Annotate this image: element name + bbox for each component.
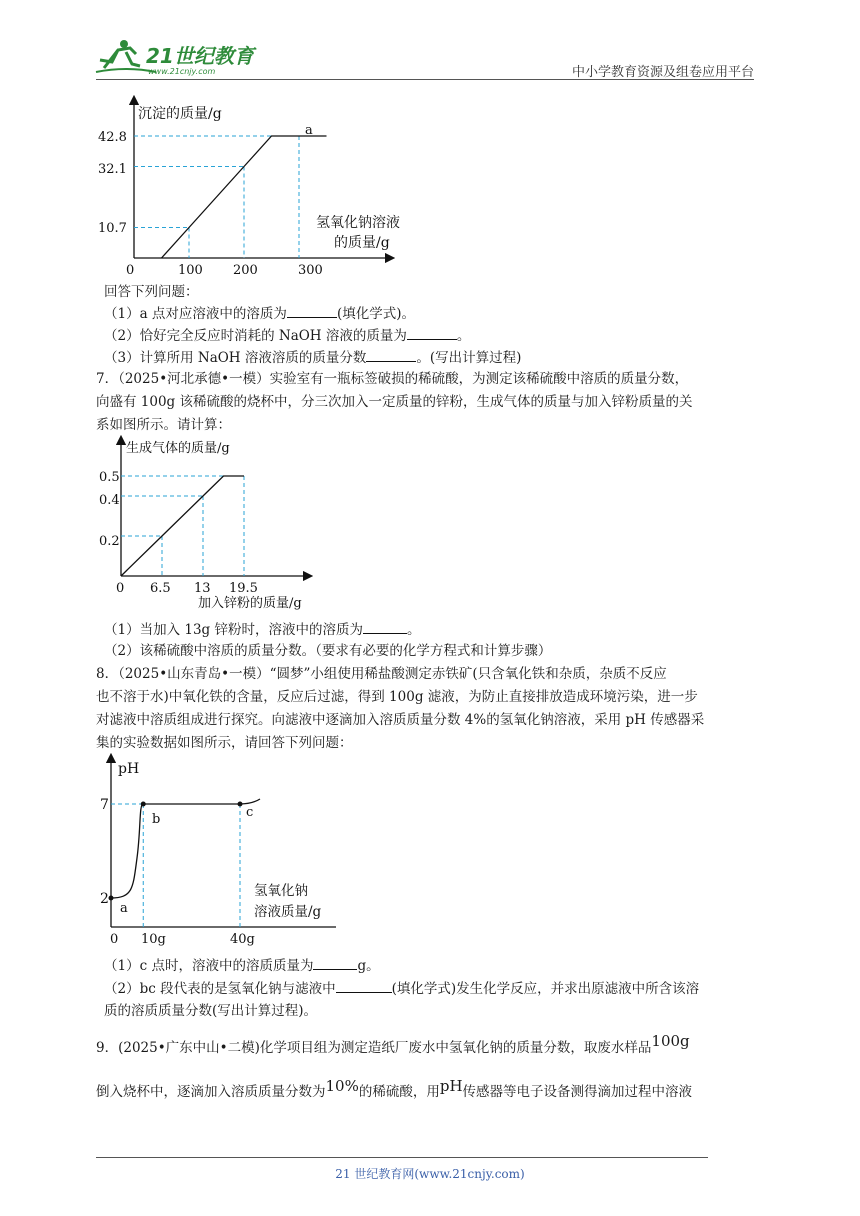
x-tick-label: 40g xyxy=(230,932,255,947)
q6-intro: 回答下列问题： xyxy=(104,284,199,300)
site-logo xyxy=(96,38,266,78)
point-label-a: a xyxy=(305,123,313,138)
answer-blank[interactable] xyxy=(366,348,416,362)
q6-part2 xyxy=(104,326,470,345)
q9-acid-percent: 10% xyxy=(325,1077,359,1095)
q9-line2-text: 倒入烧杯中，逐滴加入溶质质量分数为 xyxy=(96,1084,326,1100)
x-axis-label-line2: 溶液质量/g xyxy=(254,904,322,920)
y-tick-label: 0.2 xyxy=(99,534,120,549)
point-label-a: a xyxy=(120,901,128,916)
q6-part3-text: （3）计算所用 NaOH 溶液溶质的质量分数 xyxy=(104,350,367,366)
x-tick-label: 0 xyxy=(116,581,125,596)
y-tick-label: 2 xyxy=(100,891,109,907)
x-tick-label: 200 xyxy=(233,263,258,278)
x-axis-label-line2: 的质量/g xyxy=(334,235,390,251)
point-label-b: b xyxy=(152,812,161,827)
q6-part3-suffix: 。(写出计算过程) xyxy=(416,350,522,366)
ph-curve xyxy=(111,799,260,898)
figure-gas-chart xyxy=(96,436,336,620)
q6-part2-text: （2）恰好完全反应时消耗的 NaOH 溶液的质量为 xyxy=(104,328,407,344)
header-platform-name: 中小学教育资源及组卷应用平台 xyxy=(571,65,754,80)
q7-line2: 向盛有 100g 该稀硫酸的烧杯中，分三次加入一定质量的锌粉，生成气体的质量与加入锌粉质量的关 xyxy=(96,394,693,410)
q8-part2-text: （2）bc 段代表的是氢氧化钠与滤液中 xyxy=(104,981,336,997)
data-point-a xyxy=(109,896,114,901)
q9-sample-mass: 100g xyxy=(651,1032,690,1050)
y-tick-label: 42.8 xyxy=(98,130,127,145)
figure-precipitate-chart xyxy=(98,94,428,288)
x-tick-label: 0 xyxy=(126,263,135,278)
q9-line1 xyxy=(96,1032,690,1057)
logo-text: 21世纪教育 xyxy=(146,44,254,68)
y-tick-label: 0.5 xyxy=(99,470,120,485)
q7-part2: （2）该稀硫酸中溶质的质量分数。（要求有必要的化学方程式和计算步骤） xyxy=(104,643,552,659)
y-axis-label: 生成气体的质量/g xyxy=(126,441,230,456)
q9-ph-term: pH xyxy=(439,1077,463,1095)
y-tick-label: 0.4 xyxy=(99,493,120,508)
q9-line2 xyxy=(96,1077,693,1101)
answer-blank[interactable] xyxy=(407,326,457,340)
q6-part1-text: （1）a 点对应溶液中的溶质为 xyxy=(104,306,287,322)
q7-line3: 系如图所示。请计算： xyxy=(96,417,231,433)
q8-line1: 8．（2025•山东青岛•一模）“圆梦”小组使用稀盐酸测定赤铁矿(只含氧化铁和杂质，杂质不反应 xyxy=(96,666,667,682)
footer-divider xyxy=(96,1157,708,1158)
q9-line2-suffix: 传感器等电子设备测得滴加过程中溶液 xyxy=(462,1084,693,1100)
x-tick-label: 13 xyxy=(194,581,211,596)
q9-line2-mid: 的稀硫酸，用 xyxy=(358,1084,440,1100)
answer-blank[interactable] xyxy=(287,304,337,318)
q8-line2: 也不溶于水)中氧化铁的含量，反应后过滤，得到 100g 滤液，为防止直接排放造成环境污染，进一步 xyxy=(96,689,698,705)
x-tick-label: 100 xyxy=(178,263,203,278)
q6-part1-suffix: (填化学式)。 xyxy=(336,306,415,322)
q8-part1-suffix: g。 xyxy=(357,958,380,974)
answer-blank[interactable] xyxy=(313,956,357,970)
q7-part1-suffix: 。 xyxy=(407,622,421,638)
q8-part2-suffix: (填化学式)发生化学反应，并求出原滤液中所含该溶 xyxy=(391,981,700,997)
y-tick-label: 7 xyxy=(100,797,109,813)
data-point-c xyxy=(238,802,243,807)
q8-part2-line2: 质的溶质质量分数(写出计算过程)。 xyxy=(104,1003,318,1019)
x-axis-label-line1: 氢氧化钠溶液 xyxy=(316,215,400,231)
q9-line1-text: 9．(2025•广东中山•二模)化学项目组为测定造纸厂废水中氢氧化钠的质量分数，取废水样品 xyxy=(96,1040,652,1056)
x-tick-label: 300 xyxy=(298,263,323,278)
logo-url: www.21cnjy.com xyxy=(148,67,216,76)
answer-blank[interactable] xyxy=(336,979,392,993)
figure-ph-chart xyxy=(96,754,346,958)
header-divider xyxy=(96,79,754,80)
point-label-c: c xyxy=(246,805,254,820)
x-tick-label: 6.5 xyxy=(150,581,171,596)
y-tick-label: 32.1 xyxy=(98,162,127,177)
q7-line1: 7．（2025•河北承德•一模）实验室有一瓶标签破损的稀硫酸，为测定该稀硫酸中溶质的质量分数， xyxy=(96,371,689,387)
q8-line3: 对滤液中溶质组成进行探究。向滤液中逐滴加入溶质质量分数 4%的氢氧化钠溶液，采用 pH 传感器采 xyxy=(96,712,705,728)
y-axis-label: pH xyxy=(118,761,140,777)
q8-line4: 集的实验数据如图所示，请回答下列问题： xyxy=(96,735,353,751)
q6-part2-suffix: 。 xyxy=(456,328,471,344)
x-tick-label: 0 xyxy=(110,932,119,947)
q6-part1 xyxy=(104,304,415,323)
q8-part1 xyxy=(104,956,380,975)
y-tick-label: 10.7 xyxy=(98,221,127,236)
q8-part1-text: （1）c 点时，溶液中的溶质质量为 xyxy=(104,958,314,974)
data-line xyxy=(121,476,244,576)
answer-blank[interactable] xyxy=(363,620,407,634)
x-tick-label: 10g xyxy=(141,932,166,947)
q8-part2 xyxy=(104,979,699,998)
footer-text: 21 世纪教育网(www.21cnjy.com) xyxy=(335,1167,525,1181)
q7-part1 xyxy=(104,620,421,639)
q7-part1-text: （1）当加入 13g 锌粉时，溶液中的溶质为 xyxy=(104,622,363,638)
q6-part3 xyxy=(104,348,521,367)
x-axis-label: 加入锌粉的质量/g xyxy=(198,596,302,611)
x-tick-label: 19.5 xyxy=(229,581,258,596)
data-point-b xyxy=(141,802,146,807)
x-axis-label-line1: 氢氧化钠 xyxy=(254,883,308,899)
y-axis-label: 沉淀的质量/g xyxy=(138,106,222,122)
